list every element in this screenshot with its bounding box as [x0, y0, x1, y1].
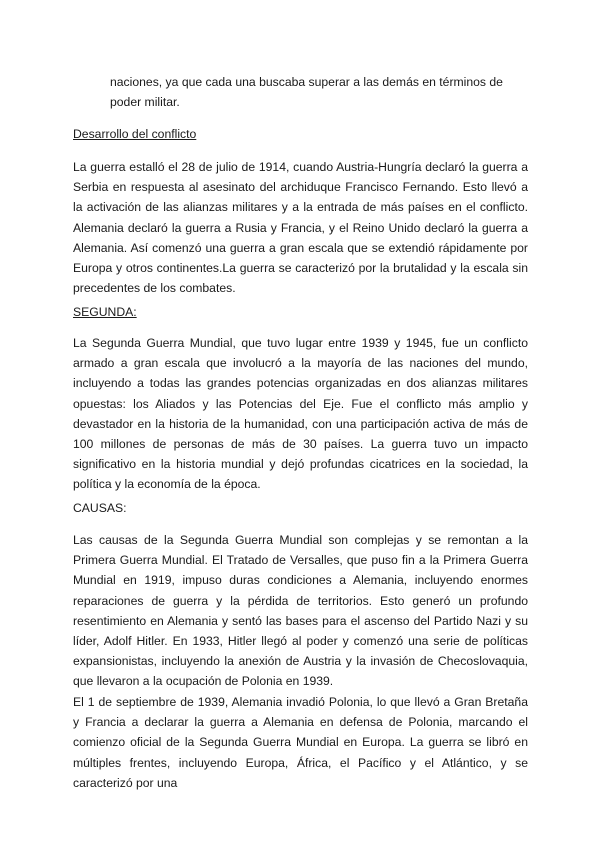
heading-desarrollo-del-conflicto: Desarrollo del conflicto: [73, 127, 197, 141]
intro-continuation-paragraph: naciones, ya que cada una buscaba superar a las demás en términos de poder militar.: [110, 75, 503, 110]
heading-causas: CAUSAS:: [73, 501, 127, 515]
paragraph-inicio-guerra: El 1 de septiembre de 1939, Alemania invadió Polonia, lo que llevó a Gran Bretaña y Francia a declarar la guerra a Alemania en defensa de Polonia, marcando el comienzo oficial de la Segunda Guerra Mundial en Europa. La guerra se libró en múltiples frentes, incluyendo Europa, África, el Pacífico y el Atlántico, y se caracterizó por una: [73, 695, 528, 790]
paragraph-desarrollo: La guerra estalló el 28 de julio de 1914, cuando Austria-Hungría declaró la guerra a Serbia en respuesta al asesinato del archiduque Francisco Fernando. Esto llevó a la activación de las alianzas militares y a la entrada de más países en el conflicto. Alemania declaró la guerra a Rusia y Francia, y el Reino Unido declaró la guerra a Alemania. Así comenzó una guerra a gran escala que se extendió rápidamente por Europa y otros continentes.La guerra se caracterizó por la brutalidad y la escala sin precedentes de los combates.: [73, 160, 528, 296]
heading-segunda: SEGUNDA:: [73, 305, 137, 319]
paragraph-causas: Las causas de la Segunda Guerra Mundial son complejas y se remontan a la Primera Guerra Mundial. El Tratado de Versalles, que puso fin a la Primera Guerra Mundial en 1919, impuso duras condiciones a Alemania, incluyendo enormes reparaciones de guerra y la pérdida de territorios. Esto generó un profundo resentimiento en Alemania y sentó las bases para el ascenso del Partido Nazi y su líder, Adolf Hitler. En 1933, Hitler llegó al poder y comenzó una serie de políticas expansionistas, incluyendo la anexión de Austria y la invasión de Checoslovaquia, que llevaron a la ocupación de Polonia en 1939.: [73, 533, 528, 689]
paragraph-segunda: La Segunda Guerra Mundial, que tuvo lugar entre 1939 y 1945, fue un conflicto armado a gran escala que involucró a la mayoría de las naciones del mundo, incluyendo a todas las grandes potencias organizadas en dos alianzas militares opuestas: los Aliados y las Potencias del Eje. Fue el conflicto más amplio y devastador en la historia de la humanidad, con una participación activa de más de 100 millones de personas de más de 30 países. La guerra tuvo un impacto significativo en la historia mundial y dejó profundas cicatrices en la sociedad, la política y la economía de la época.: [73, 336, 528, 492]
